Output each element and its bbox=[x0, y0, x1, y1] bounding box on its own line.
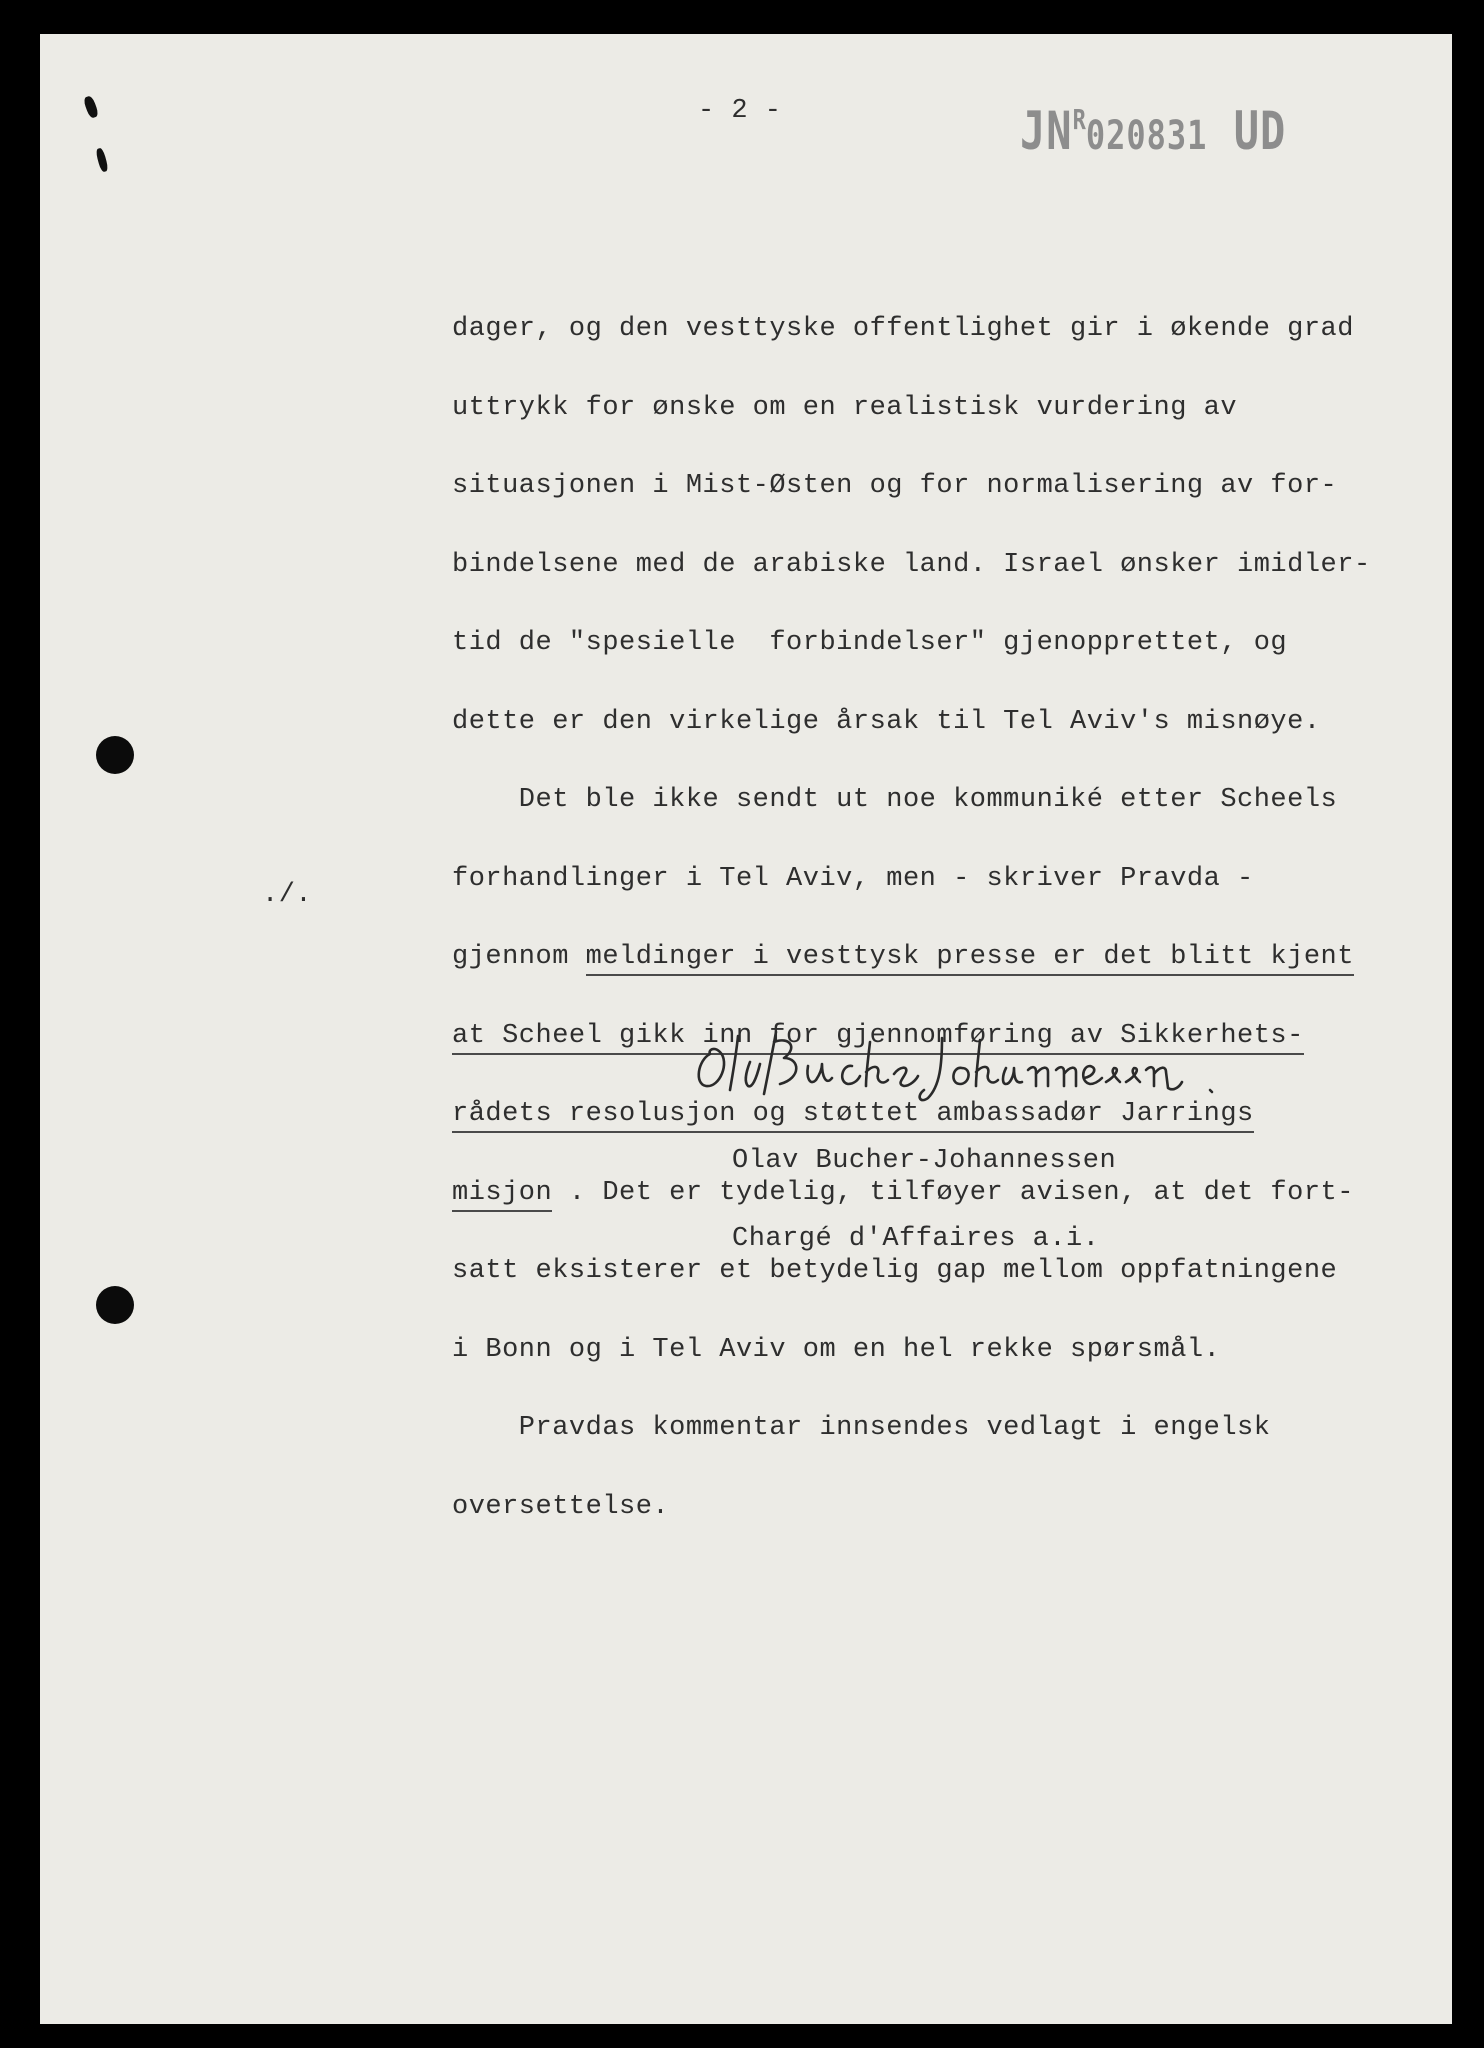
body-line: i Bonn og i Tel Aviv om en hel rekke spørsmål. bbox=[452, 1334, 1221, 1365]
page-number: - 2 - bbox=[698, 96, 782, 126]
body-line: dette er den virkelige årsak til Tel Aviv's misnøye. bbox=[452, 706, 1321, 737]
underlined-text: misjon bbox=[452, 1178, 552, 1212]
signature-block bbox=[732, 1104, 1116, 1296]
body-line: Pravdas kommentar innsendes vedlagt i engelsk bbox=[452, 1413, 1271, 1443]
body-text: gjennom bbox=[452, 942, 586, 972]
signatory-title: Chargé d'Affaires a.i. bbox=[732, 1224, 1100, 1254]
body-line: forhandlinger i Tel Aviv, men - skriver Pravda - bbox=[452, 863, 1254, 894]
underlined-text: at Scheel gikk inn for gjennomføring av Sikkerhets- bbox=[452, 1021, 1304, 1055]
stamp-prefix: JN bbox=[1020, 100, 1073, 162]
stamp-superscript: R bbox=[1072, 105, 1086, 137]
ink-speck bbox=[83, 95, 100, 119]
body-line: situasjonen i Mist-Østen og for normalisering av for- bbox=[452, 471, 1338, 501]
body-line bbox=[452, 936, 1371, 979]
document-page bbox=[40, 34, 1452, 2024]
body-line: dager, og den vesttyske offentlighet gir i økende grad bbox=[452, 314, 1354, 344]
body-line: bindelsene med de arabiske land. Israel ønsker imidler- bbox=[452, 549, 1371, 580]
body-line: uttrykk for ønske om en realistisk vurdering av bbox=[452, 392, 1238, 423]
underlined-text: rådets resolusjon og støttet ambassadør Jarrings bbox=[452, 1099, 1254, 1133]
handwritten-signature bbox=[680, 1002, 1280, 1112]
enclosure-mark: ./. bbox=[262, 880, 313, 910]
underlined-text: meldinger i vesttysk presse er det blitt kjent bbox=[586, 942, 1354, 976]
letter-body bbox=[452, 272, 1371, 1564]
ink-speck bbox=[95, 147, 109, 172]
stamp-suffix: UD bbox=[1233, 100, 1287, 162]
punch-hole-bottom bbox=[96, 1286, 134, 1324]
journal-stamp bbox=[1020, 100, 1286, 161]
signatory-name: Olav Bucher-Johannessen bbox=[732, 1146, 1117, 1176]
body-line: Det ble ikke sendt ut noe kommuniké etter Scheels bbox=[452, 785, 1338, 815]
punch-hole-top bbox=[96, 736, 134, 774]
stamp-number: 020831 bbox=[1085, 111, 1208, 159]
body-line: oversettelse. bbox=[452, 1491, 670, 1522]
body-line: tid de "spesielle forbindelser" gjenopprettet, og bbox=[452, 628, 1288, 658]
body-line: satt eksisterer et betydelig gap mellom oppfatningene bbox=[452, 1256, 1338, 1286]
body-text: . Det er tydelig, tilføyer avisen, at det fort- bbox=[552, 1177, 1354, 1208]
